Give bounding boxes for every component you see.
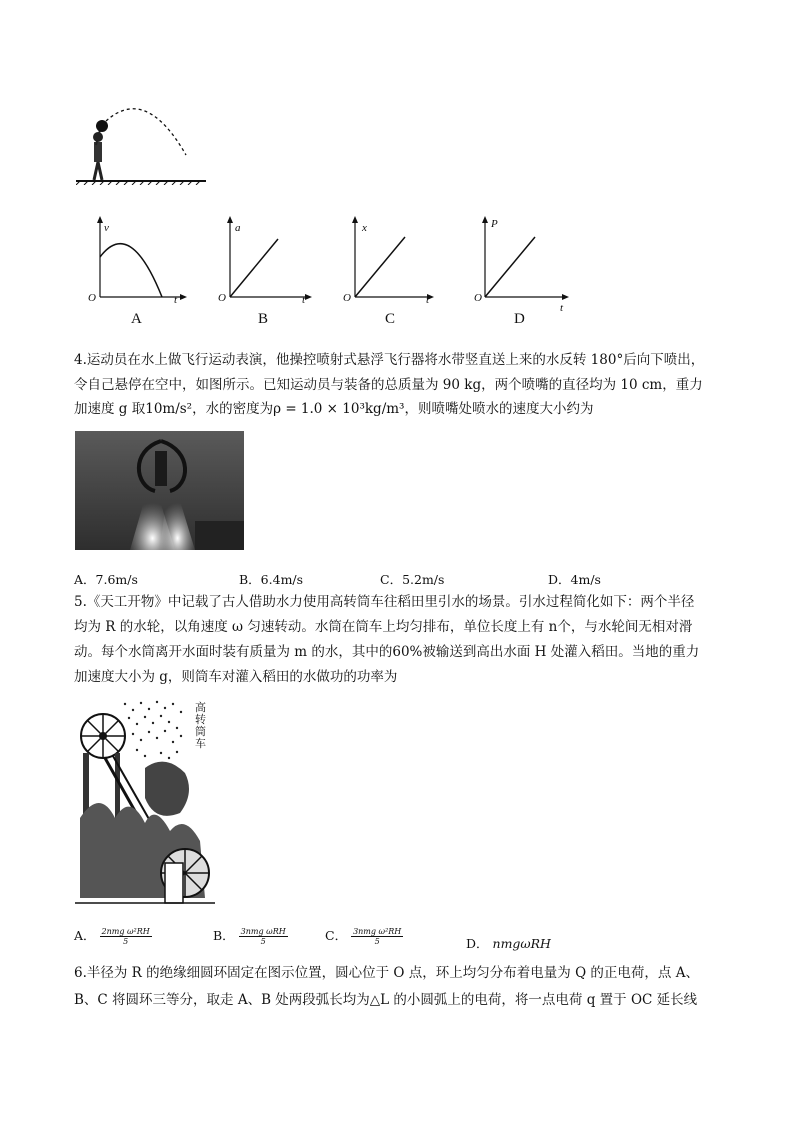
graph-d-axis: P <box>491 218 498 230</box>
q5-option-b-numerator: 3nmg ωRH <box>240 927 286 936</box>
q5-option-c <box>325 926 403 946</box>
graph-c-origin: O <box>343 292 351 304</box>
graph-d-letter: D <box>514 311 525 327</box>
q6-line-1: 6.半径为 R 的绝缘细圆环固定在图示位置，圆心位于 O 点，环上均匀分布着电量为 Q 的正电荷，点 A、 <box>74 965 699 981</box>
graph-b-letter: B <box>258 311 269 327</box>
graph-b-axis: a <box>235 222 241 234</box>
graph-b <box>215 212 325 332</box>
thrown-ball-figure <box>76 105 211 185</box>
q5-option-a-fraction <box>100 927 152 946</box>
q5-line-1: 5.《天工开物》中记载了古人借助水力使用高转筒车往稻田里引水的场景。引水过程简化如下：两个半径 <box>74 594 695 610</box>
q5-option-b <box>213 926 288 946</box>
q5-option-b-label: B． <box>213 928 235 943</box>
q5-option-b-denominator: 5 <box>260 937 266 946</box>
graph-a-letter: A <box>131 311 142 327</box>
q5-option-c-fraction <box>351 927 403 946</box>
q4-option-b: B．6.4m/s <box>239 572 304 587</box>
q4-line-2: 令自己悬停在空中，如图所示。已知运动员与装备的总质量为 90 kg，两个喷嘴的直径均为 10 cm，重力 <box>74 377 703 393</box>
q5-option-b-fraction <box>239 927 288 946</box>
q5-option-a-denominator: 5 <box>123 937 129 946</box>
graph-a-origin: O <box>88 292 96 304</box>
q5-option-d-text: nmgωRH <box>492 936 551 951</box>
q5-option-c-label: C． <box>325 928 348 943</box>
q4-line-1: 4.运动员在水上做飞行运动表演，他操控喷射式悬浮飞行器将水带竖直送上来的水反转 180°后向下喷出， <box>74 352 705 368</box>
q5-option-d-label: D． <box>466 936 489 951</box>
waterwheel-illustration <box>75 698 215 910</box>
graph-d <box>470 212 580 332</box>
q5-line-3: 动。每个水筒离开水面时装有质量为 m 的水，其中的60%被输送到高出水面 H 处灌入稻田。当地的重力 <box>74 644 700 660</box>
graph-b-origin: O <box>218 292 226 304</box>
water-jetpack-photo <box>75 431 244 550</box>
graph-c-letter: C <box>385 311 396 327</box>
q4-option-c: C．5.2m/s <box>380 572 445 587</box>
q5-option-c-denominator: 5 <box>374 937 380 946</box>
q5-option-a <box>74 926 152 946</box>
q5-line-4: 加速度大小为 g，则筒车对灌入稻田的水做功的功率为 <box>74 669 398 685</box>
graph-b-t: t <box>302 294 306 306</box>
q5-option-a-label: A． <box>74 928 96 943</box>
graph-a-t: t <box>174 294 178 306</box>
q6-line-2: B、C 将圆环三等分，取走 A、B 处两段弧长均为△L 的小圆弧上的电荷，将一点电荷 q 置于 OC 延长线 <box>74 992 698 1008</box>
graph-a-axis: v <box>104 222 109 234</box>
q5-line-2: 均为 R 的水轮，以角速度 ω 匀速转动。水筒在筒车上均匀排布，单位长度上有 n个，与水轮间无相对滑 <box>74 619 693 635</box>
graph-c-t: t <box>426 294 430 306</box>
graph-d-origin: O <box>474 292 482 304</box>
waterwheel-caption: 高转筒车 <box>195 701 206 750</box>
q5-option-a-numerator: 2nmg ω²RH <box>101 927 150 936</box>
q5-option-c-numerator: 3nmg ω²RH <box>353 927 402 936</box>
graph-c-axis: x <box>362 222 367 234</box>
q5-option-d <box>466 934 551 952</box>
graph-d-t: t <box>560 302 564 314</box>
q4-option-d: D．4m/s <box>548 572 601 587</box>
q4-option-a: A．7.6m/s <box>74 572 138 587</box>
q4-line-3: 加速度 g 取10m/s²，水的密度为ρ = 1.0 × 10³kg/m³，则喷嘴处喷水的速度大小约为 <box>74 401 594 417</box>
